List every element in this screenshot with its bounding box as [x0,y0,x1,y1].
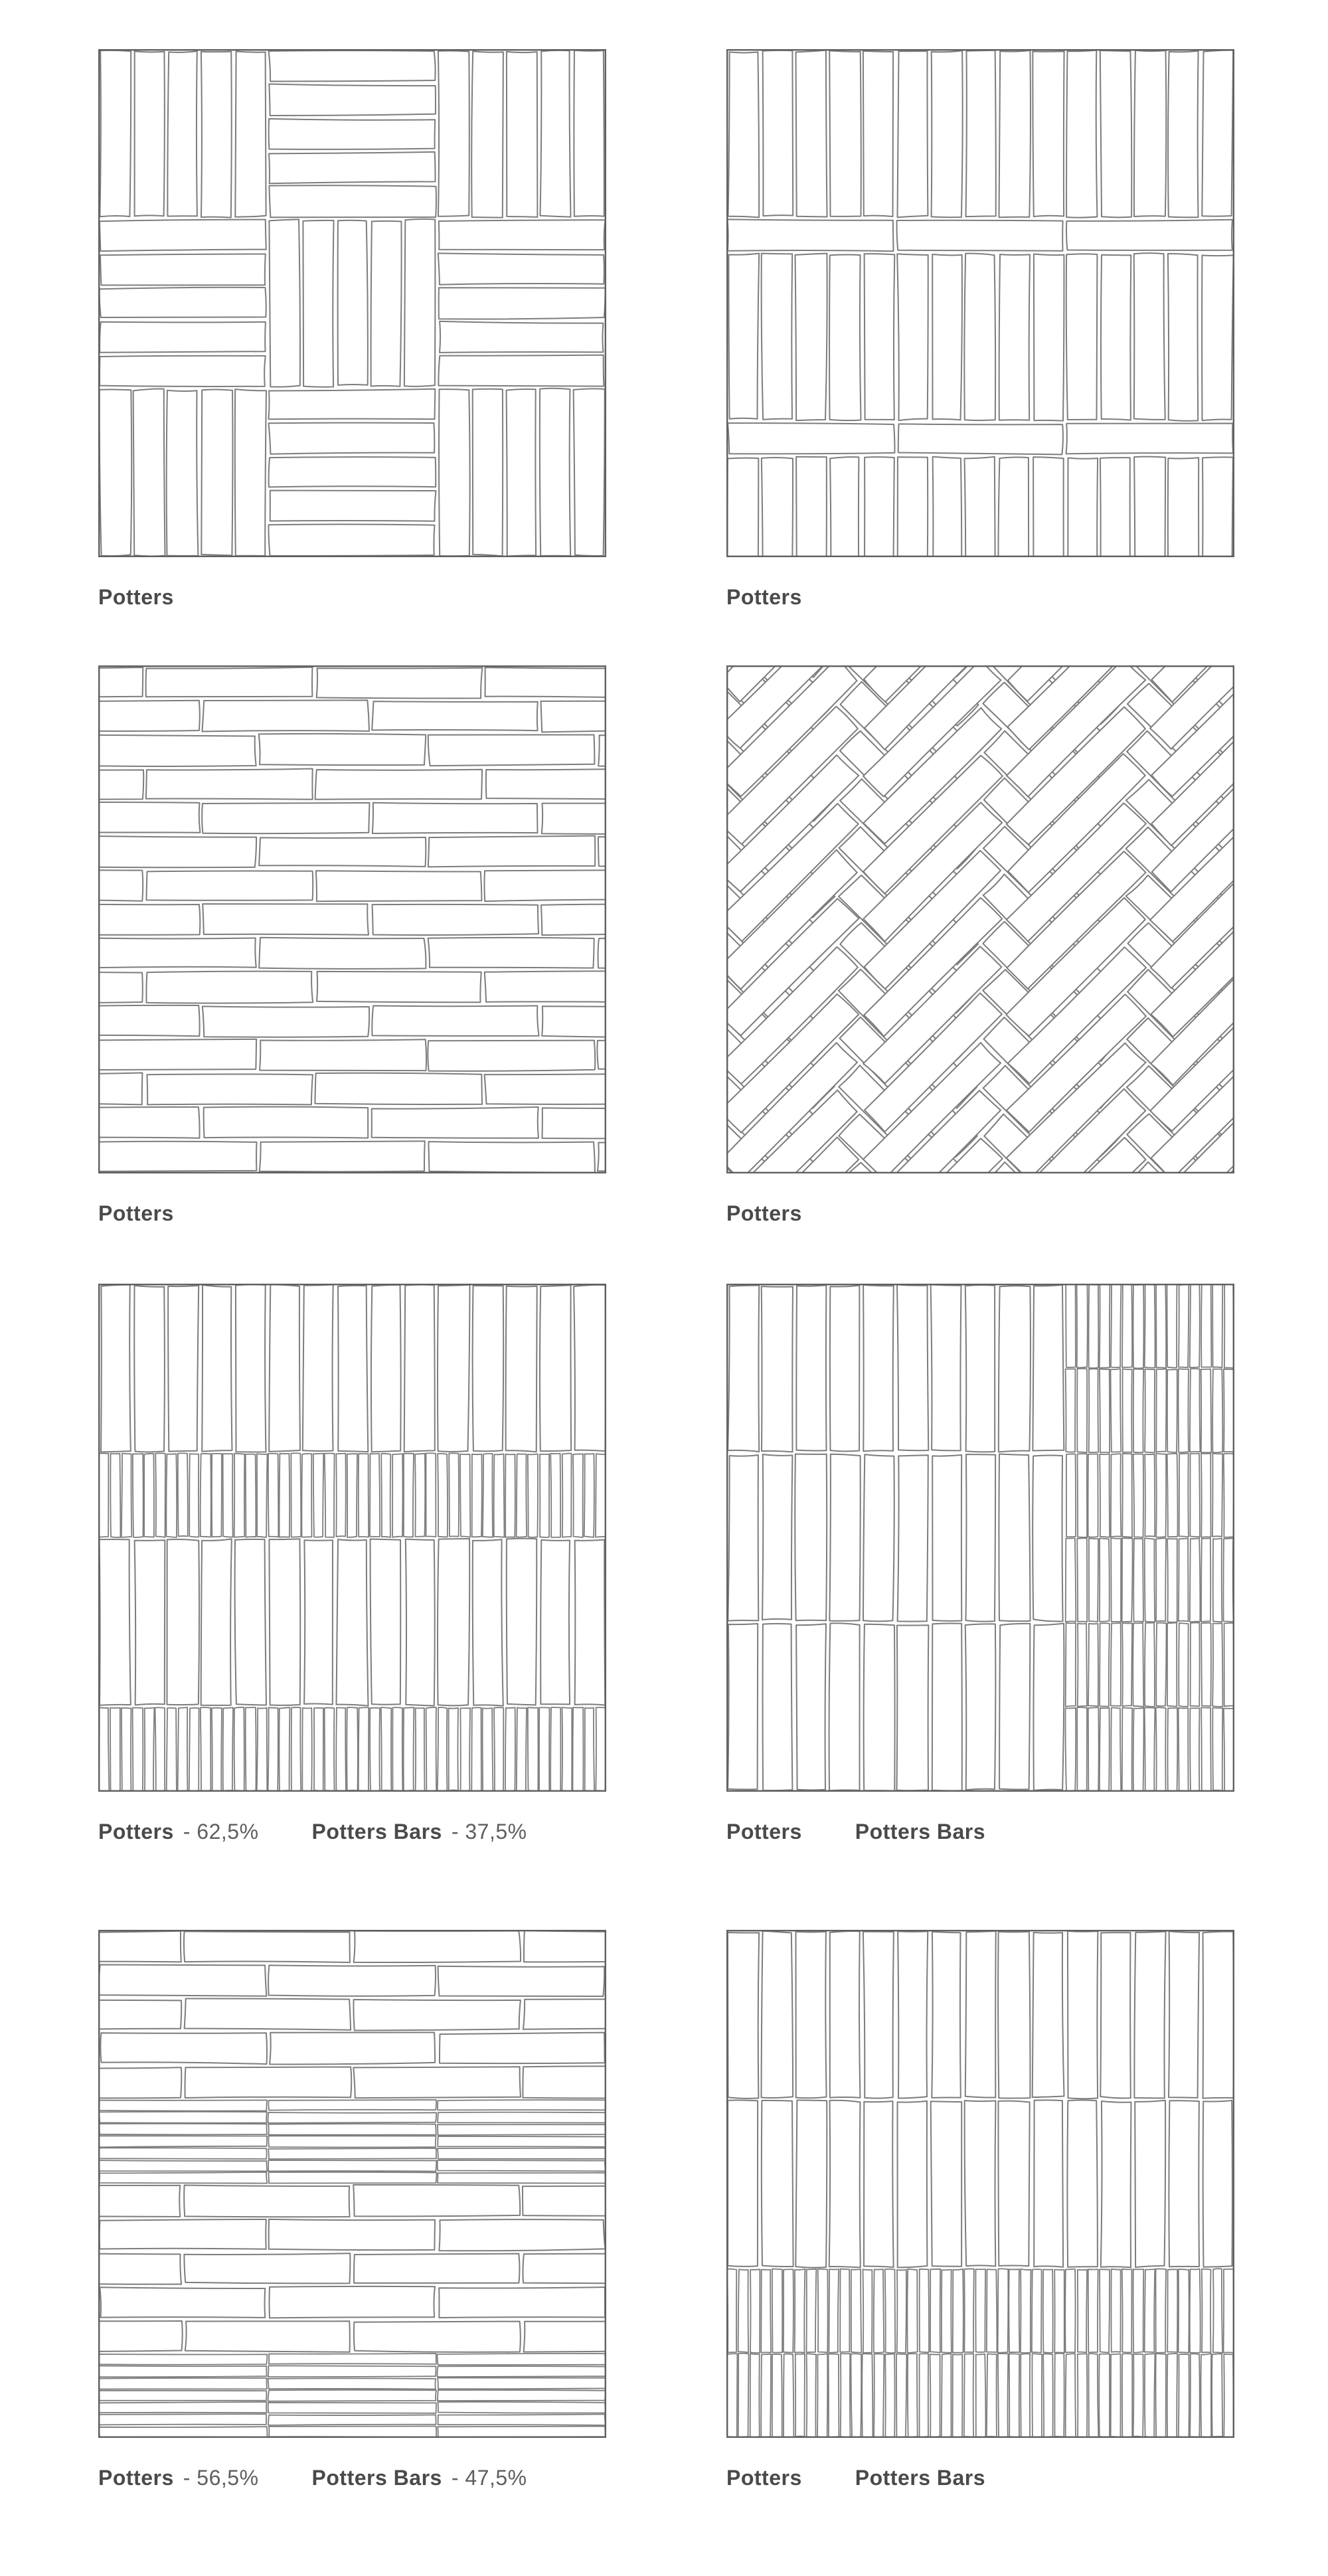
tile-percentage-label: - 47,5% [451,2466,527,2490]
tile-name-label: Potters Bars [855,2466,986,2490]
caption-segment [98,1818,259,1845]
caption-segment [726,1818,802,1845]
pattern-swatch-vertical-columns-bar-column [726,1284,1234,1792]
tile-percentage-label: - 56,5% [183,2466,259,2490]
tile-percentage-label: - 37,5% [451,1820,527,1844]
tile-name-label: Potters [726,1820,802,1844]
pattern-caption [726,584,1234,610]
pattern-grid [98,49,1234,2490]
pattern-caption [726,1200,1234,1227]
pattern-caption [98,1200,606,1227]
figure-stacked-columns [726,49,1234,665]
caption-segment [855,1818,985,1845]
caption-segment [726,584,802,610]
caption-segment [855,2464,985,2491]
figure-running-bond [98,665,606,1284]
caption-segment [98,1200,174,1227]
tile-name-label: Potters [726,585,802,609]
caption-segment [98,584,174,610]
pattern-swatch-vertical-rows-bar-bands [98,1284,606,1792]
caption-segment [726,2464,802,2491]
tile-name-label: Potters [98,585,174,609]
pattern-swatch-running-bond-bar-bands [98,1930,606,2438]
caption-segment [98,2464,259,2491]
tile-name-label: Potters [98,1820,174,1844]
tile-name-label: Potters Bars [311,2466,442,2490]
figure-running-bond-bar-bands [98,1930,606,2490]
tile-name-label: Potters Bars [311,1820,442,1844]
figure-vertical-columns-bar-column [726,1284,1234,1930]
tile-name-label: Potters [98,2466,174,2490]
figure-vertical-rows-bar-bands [98,1284,606,1930]
pattern-caption [98,1818,606,1845]
pattern-swatch-vertical-rows-bar-bands-bottom [726,1930,1234,2438]
pattern-caption [98,584,606,610]
pattern-caption [726,2464,1234,2491]
tile-name-label: Potters Bars [855,1820,986,1844]
pattern-swatch-running-bond [98,665,606,1173]
figure-herringbone [726,665,1234,1284]
tile-name-label: Potters [726,2466,802,2490]
figure-vertical-rows-bar-bands-bottom [726,1930,1234,2490]
pattern-caption [98,2464,606,2491]
caption-segment [312,1818,527,1845]
tile-name-label: Potters [726,1201,802,1225]
caption-segment [312,2464,527,2491]
pattern-swatch-stacked-columns [726,49,1234,557]
tile-name-label: Potters [98,1201,174,1225]
caption-segment [726,1200,802,1227]
pattern-swatch-herringbone [726,665,1234,1173]
pattern-swatch-basketweave [98,49,606,557]
tile-percentage-label: - 62,5% [183,1820,259,1844]
pattern-caption [726,1818,1234,1845]
figure-basketweave [98,49,606,665]
